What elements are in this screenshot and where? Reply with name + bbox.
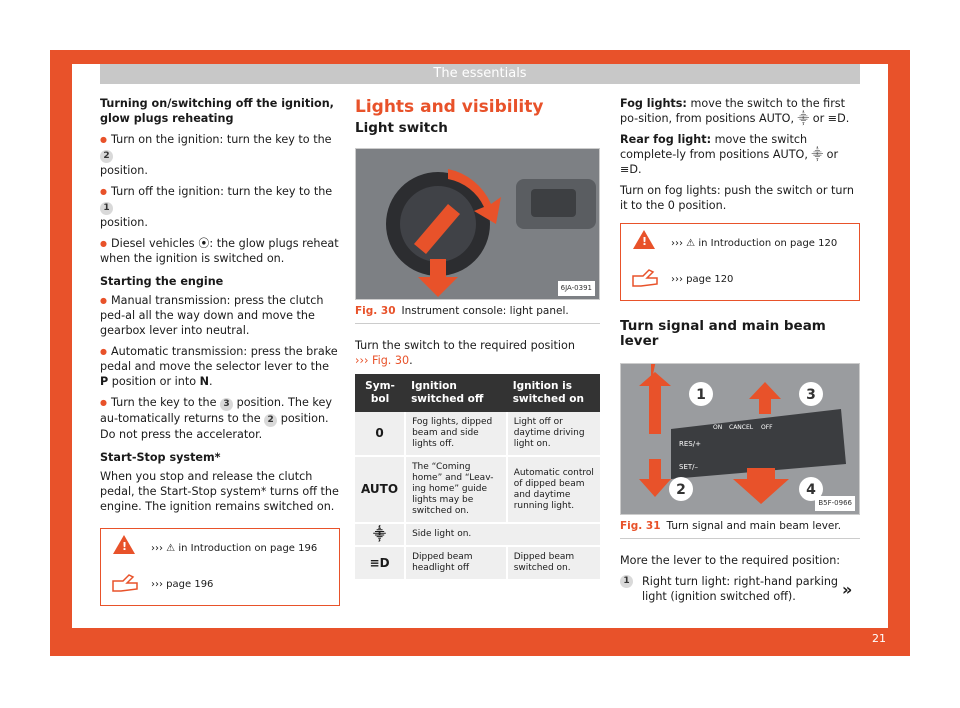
intro-text: Turn the switch to the required position ››› Fig. 30. xyxy=(355,339,575,367)
bullet-ignition-off: ● Turn off the ignition: turn the key to the 1 position. xyxy=(100,184,340,230)
warning-icon xyxy=(113,535,135,554)
heading-start-stop: Start-Stop system* xyxy=(100,451,221,464)
notice-box xyxy=(620,223,860,301)
figure-ref-link[interactable]: ››› Fig. 30 xyxy=(355,354,410,367)
warning-icon xyxy=(633,230,655,249)
notice-warning-link[interactable]: ››› ⚠ in Introduction on page 120 xyxy=(671,238,838,249)
notice-page-link[interactable]: ››› page 120 xyxy=(671,274,734,285)
subtitle-light-switch: Light switch xyxy=(355,120,448,136)
continue-arrow: » xyxy=(842,580,853,599)
figure-code: B5F-0966 xyxy=(815,496,855,511)
figure-code: 6JA-0391 xyxy=(558,281,595,296)
lever-set-label: SET/– xyxy=(679,463,699,471)
table-row: ⸎ Side light on. xyxy=(355,523,600,546)
para-start-stop: When you stop and release the clutch pedal, the Start-Stop system* turns off the engine. The ignition remains switched on. xyxy=(100,470,339,513)
list-item: 1 Right turn light: right-hand parking light (ignition switched off). xyxy=(620,574,860,604)
para-fog-lights: Fog lights: move the switch to the first po-sition, from positions AUTO, ⸎ or ≡D. xyxy=(620,97,850,125)
position-marker: 1 xyxy=(100,202,113,215)
lever-label-2: 2 xyxy=(676,482,686,498)
notice-page-link[interactable]: ››› page 196 xyxy=(151,579,214,590)
table-row: AUTO The “Coming home” and “Leav-ing home” guide lights may be switched on. Automatic control of dipped beam and daytime running light. xyxy=(355,456,600,523)
page-header: The essentials xyxy=(100,64,860,84)
bullet-manual: ● Manual transmission: press the clutch ped-al all the way down and move the gearbox lever into neutral. xyxy=(100,293,340,338)
position-marker: 2 xyxy=(264,414,277,427)
bullet-turn-key: ● Turn the key to the 3 position. The key au-tomatically returns to the 2 position. Do not press the accelerator. xyxy=(100,395,340,442)
column-fog-and-lever xyxy=(620,96,860,610)
para-rear-fog: Rear fog light: move the switch complete-ly from positions AUTO, ⸎ or ≡D. xyxy=(620,133,839,176)
position-marker: 1 xyxy=(620,575,633,588)
notice-box xyxy=(100,528,340,606)
bullet-ignition-on: ● Turn on the ignition: turn the key to the 2 position. xyxy=(100,132,340,178)
light-panel-illustration xyxy=(356,149,599,299)
heading-starting-engine: Starting the engine xyxy=(100,275,224,288)
light-switch-table xyxy=(355,374,600,581)
position-marker: 2 xyxy=(100,150,113,163)
bullet-automatic: ● Automatic transmission: press the brake pedal and move the selector lever to the P position or into N. xyxy=(100,344,340,389)
table-header-row: Sym-bol Ignition switched off Ignition is switched on xyxy=(355,374,600,412)
heading-ignition: Turning on/switching off the ignition, glow plugs reheating xyxy=(100,97,334,125)
section-title-turn-signal: Turn signal and main beam lever xyxy=(620,318,826,349)
lever-illustration xyxy=(621,364,859,514)
page-number: 21 xyxy=(872,632,886,645)
figure-light-panel xyxy=(355,148,600,300)
lever-off-label: OFF xyxy=(761,424,773,431)
notice-warning-link[interactable]: ››› ⚠ in Introduction on page 196 xyxy=(151,543,318,554)
column-ignition xyxy=(100,96,340,606)
lever-label-3: 3 xyxy=(806,387,816,403)
lever-res-label: RES/+ xyxy=(679,440,701,448)
bullet-diesel: ● Diesel vehicles ⦿: the glow plugs reheat when the ignition is switched on. xyxy=(100,236,340,266)
lever-cancel-label: CANCEL xyxy=(729,424,754,431)
figure-turn-signal-lever xyxy=(620,363,860,515)
para-move-lever: More the lever to the required position: xyxy=(620,554,841,567)
figure-caption: Fig. 31 Turn signal and main beam lever. xyxy=(620,519,860,539)
lever-label-4: 4 xyxy=(806,482,816,498)
lever-on-label: ON xyxy=(713,424,723,431)
position-marker: 3 xyxy=(220,398,233,411)
para-turn-on-fog: Turn on fog lights: push the switch or turn it to the 0 position. xyxy=(620,184,854,212)
column-lights xyxy=(355,97,600,581)
table-row: ≡D Dipped beam headlight off Dipped beam switched on. xyxy=(355,546,600,580)
hand-read-icon xyxy=(111,571,141,597)
figure-caption: Fig. 30 Instrument console: light panel. xyxy=(355,304,600,324)
lever-label-1: 1 xyxy=(696,387,706,403)
table-row: 0 Fog lights, dipped beam and side lights off. Light off or daytime driving light on. xyxy=(355,412,600,456)
hand-read-icon xyxy=(631,266,661,292)
section-title-lights: Lights and visibility xyxy=(355,97,544,117)
